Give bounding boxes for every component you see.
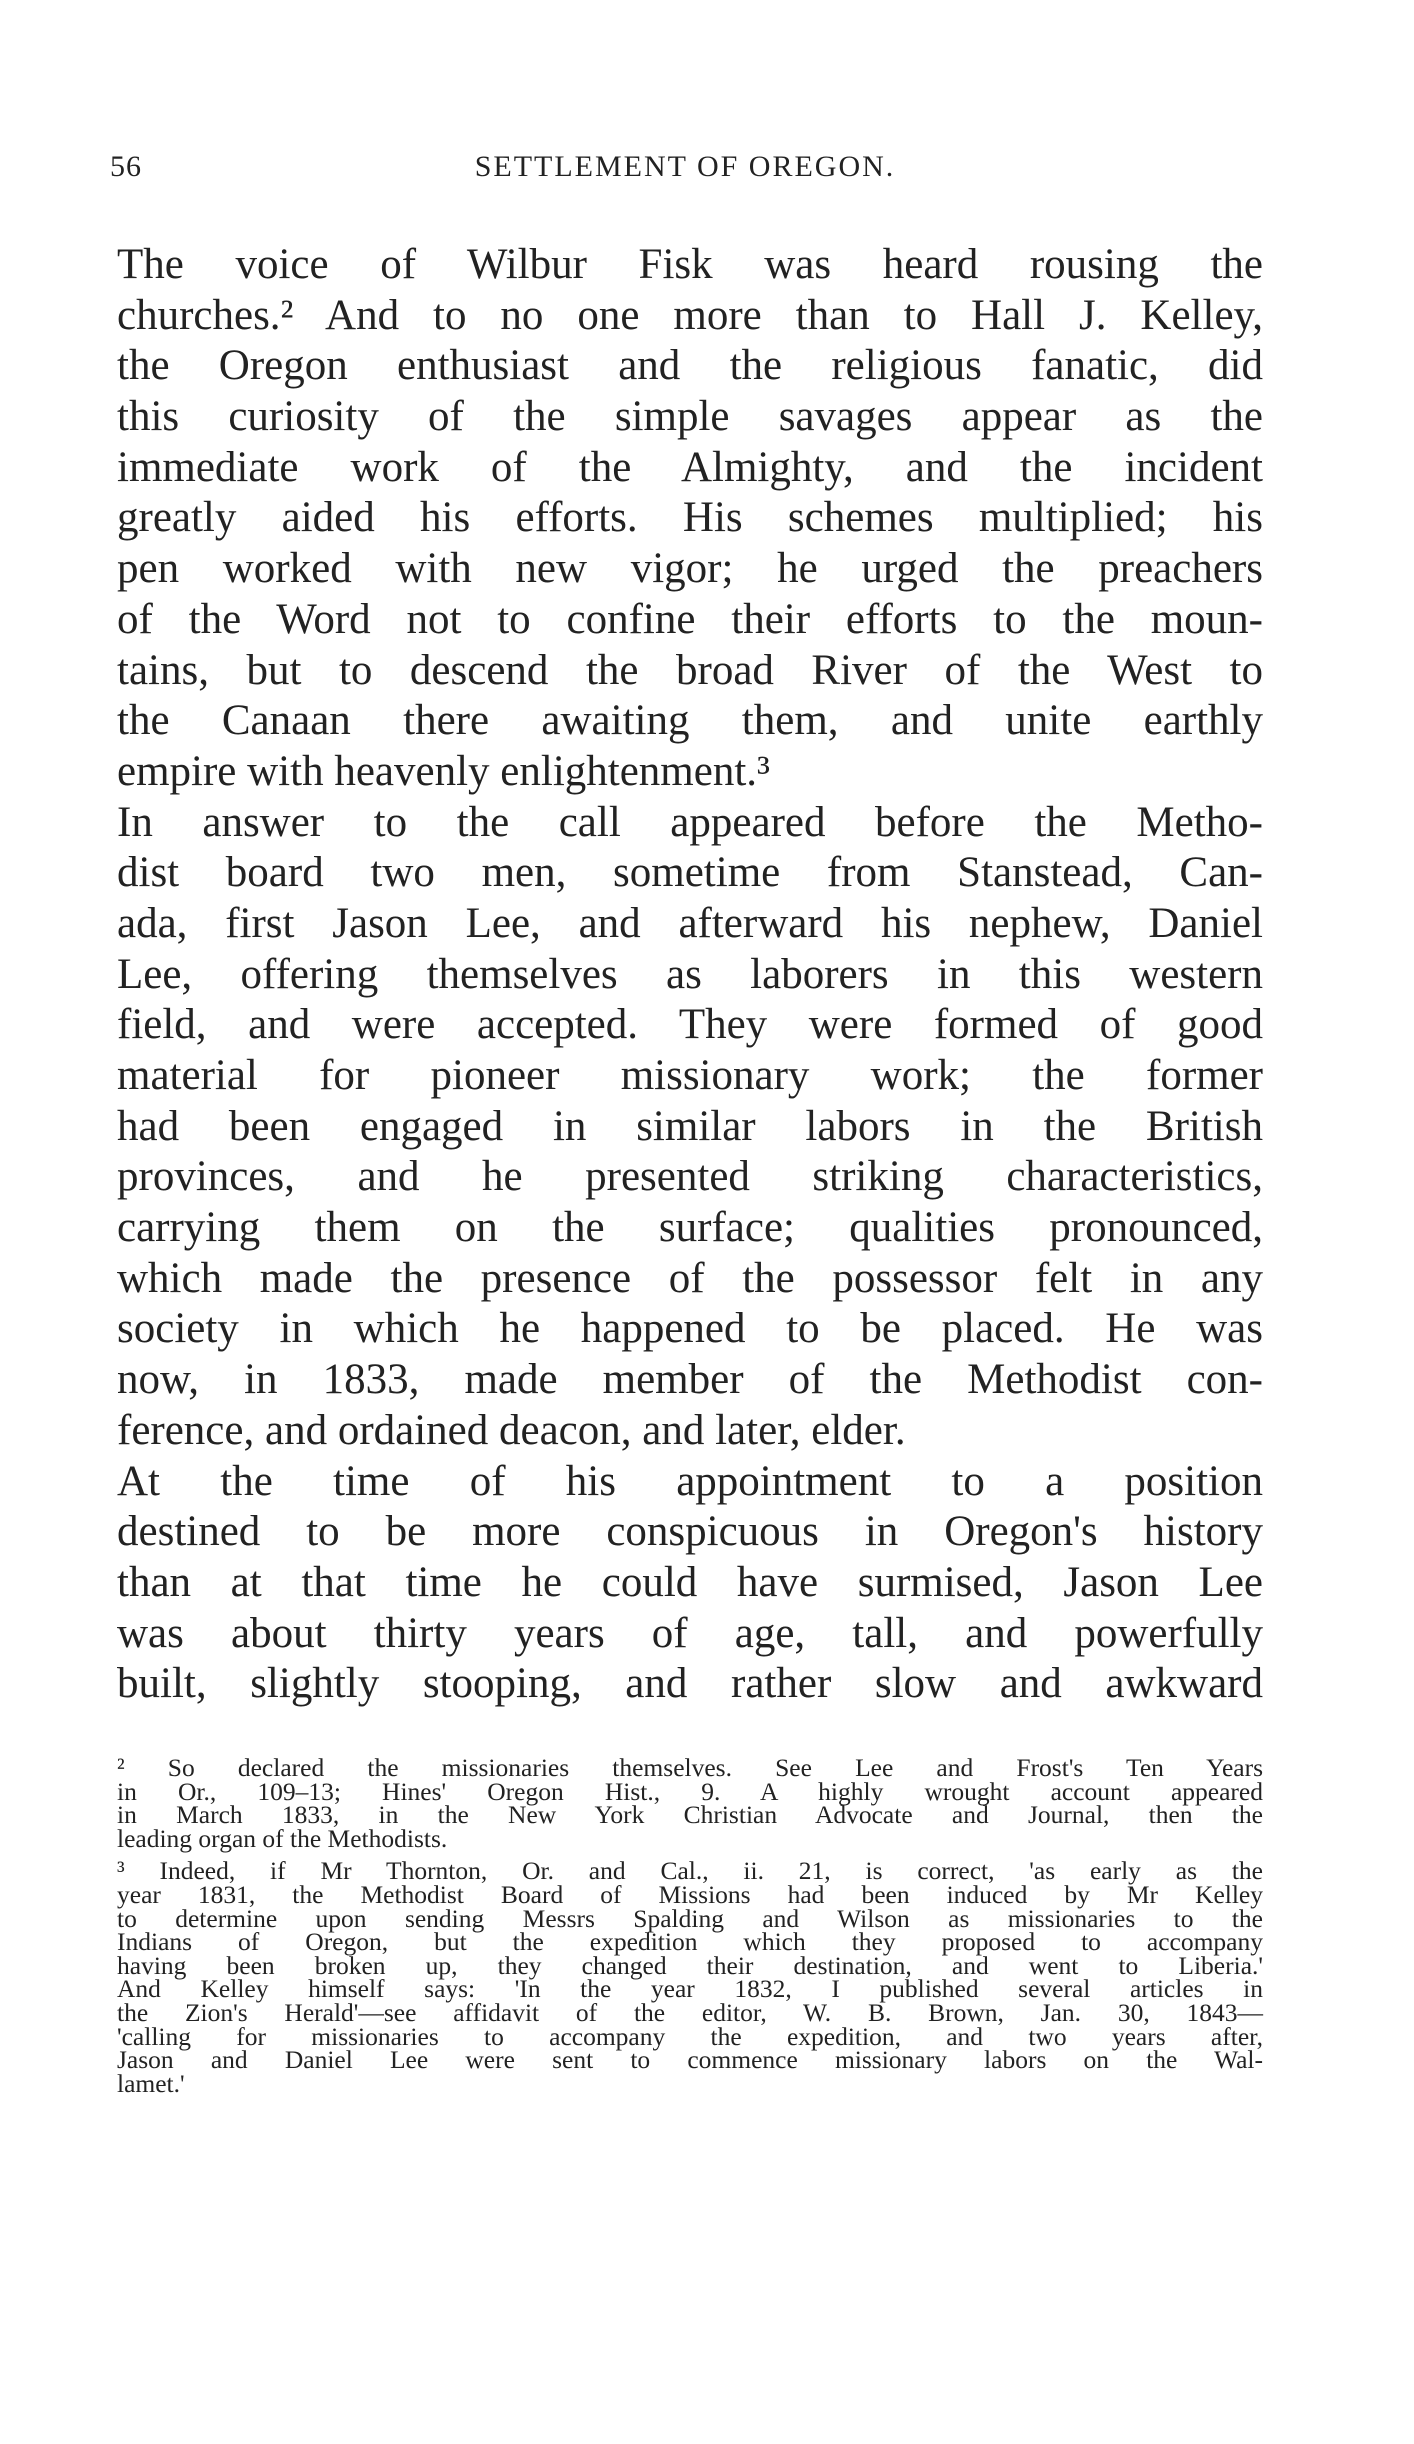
body-line: immediate work of the Almighty, and the incident <box>117 443 1263 491</box>
footnote-line: ² So declared the missionaries themselves. See Lee and Frost's Ten Years <box>117 1753 1263 1782</box>
running-head <box>110 150 1260 190</box>
body-line: ference, and ordained deacon, and later, elder. <box>117 1406 906 1454</box>
body-line: pen worked with new vigor; he urged the preachers <box>117 545 1263 593</box>
footnote-line: in Or., 109–13; Hines' Oregon Hist., 9. A highly wrought account appeared <box>117 1776 1263 1806</box>
body-line: than at that time he could have surmised, Jason Lee <box>117 1558 1263 1606</box>
footnote-line: 'calling for missionaries to accompany the expedition, and two years after, <box>117 2021 1263 2051</box>
running-title: SETTLEMENT OF OREGON. <box>474 150 896 183</box>
footnote-3 <box>117 1856 1263 2098</box>
body-line: destined to be more conspicuous in Oregon's history <box>117 1508 1263 1556</box>
body-line: society in which he happened to be placed. He was <box>117 1305 1263 1353</box>
footnote-line: And Kelley himself says: 'In the year 1832, I published several articles in <box>117 1974 1263 2004</box>
footnote-line: the Zion's Herald'—see affidavit of the editor, W. B. Brown, Jan. 30, 1843— <box>117 1997 1263 2027</box>
body-text <box>117 240 1263 1710</box>
body-line: this curiosity of the simple savages appear as the <box>117 393 1263 441</box>
body-line: field, and were accepted. They were formed of good <box>117 1001 1263 1049</box>
body-line: provinces, and he presented striking characteristics, <box>117 1153 1263 1201</box>
body-line: ada, first Jason Lee, and afterward his nephew, Daniel <box>117 899 1263 947</box>
body-line: built, slightly stooping, and rather slow and awkward <box>117 1660 1263 1708</box>
body-line: the Oregon enthusiast and the religious fanatic, did <box>117 342 1263 390</box>
footnote-line: to determine upon sending Messrs Spalding and Wilson as missionaries to the <box>117 1903 1263 1933</box>
footnote-line: ³ Indeed, if Mr Thornton, Or. and Cal., ii. 21, is correct, 'as early as the <box>117 1856 1263 1886</box>
body-line: empire with heavenly enlightenment.³ <box>117 747 770 795</box>
footnote-line: in March 1833, in the New York Christian Advocate and Journal, then the <box>117 1800 1263 1830</box>
body-line: was about thirty years of age, tall, and powerfully <box>117 1609 1263 1657</box>
body-line: dist board two men, sometime from Stanstead, Can- <box>117 849 1263 897</box>
body-line: At the time of his appointment to a position <box>117 1457 1263 1505</box>
body-line: which made the presence of the possessor felt in any <box>117 1254 1263 1302</box>
body-line: greatly aided his efforts. His schemes multiplied; his <box>117 494 1263 542</box>
body-line: In answer to the call appeared before the Metho- <box>117 798 1263 846</box>
footnotes <box>117 1753 1263 2098</box>
body-line: of the Word not to confine their efforts to the moun- <box>117 595 1263 643</box>
footnote-line: leading organ of the Methodists. <box>117 1823 448 1853</box>
footnote-line: Jason and Daniel Lee were sent to commence missionary labors on the Wal- <box>117 2045 1263 2075</box>
body-line: tains, but to descend the broad River of the West to <box>117 646 1263 694</box>
footnote-2 <box>117 1753 1263 1853</box>
body-line: material for pioneer missionary work; the former <box>117 1052 1263 1099</box>
footnote-line: Indians of Oregon, but the expedition which they proposed to accompany <box>117 1927 1263 1957</box>
body-line: The voice of Wilbur Fisk was heard rousing the <box>117 241 1263 288</box>
footnote-line: year 1831, the Methodist Board of Missions had been induced by Mr Kelley <box>117 1879 1263 1909</box>
body-line: the Canaan there awaiting them, and unite earthly <box>117 697 1263 745</box>
footnote-line: lamet.' <box>117 2068 185 2098</box>
body-line: now, in 1833, made member of the Methodist con- <box>117 1356 1263 1404</box>
body-line: Lee, offering themselves as laborers in this western <box>117 950 1263 998</box>
body-line: carrying them on the surface; qualities pronounced, <box>117 1204 1263 1252</box>
page-number: 56 <box>110 150 142 183</box>
body-line: churches.² And to no one more than to Hall J. Kelley, <box>117 291 1263 339</box>
footnote-line: having been broken up, they changed their destination, and went to Liberia.' <box>117 1950 1263 1980</box>
body-line: had been engaged in similar labors in the British <box>117 1102 1263 1150</box>
